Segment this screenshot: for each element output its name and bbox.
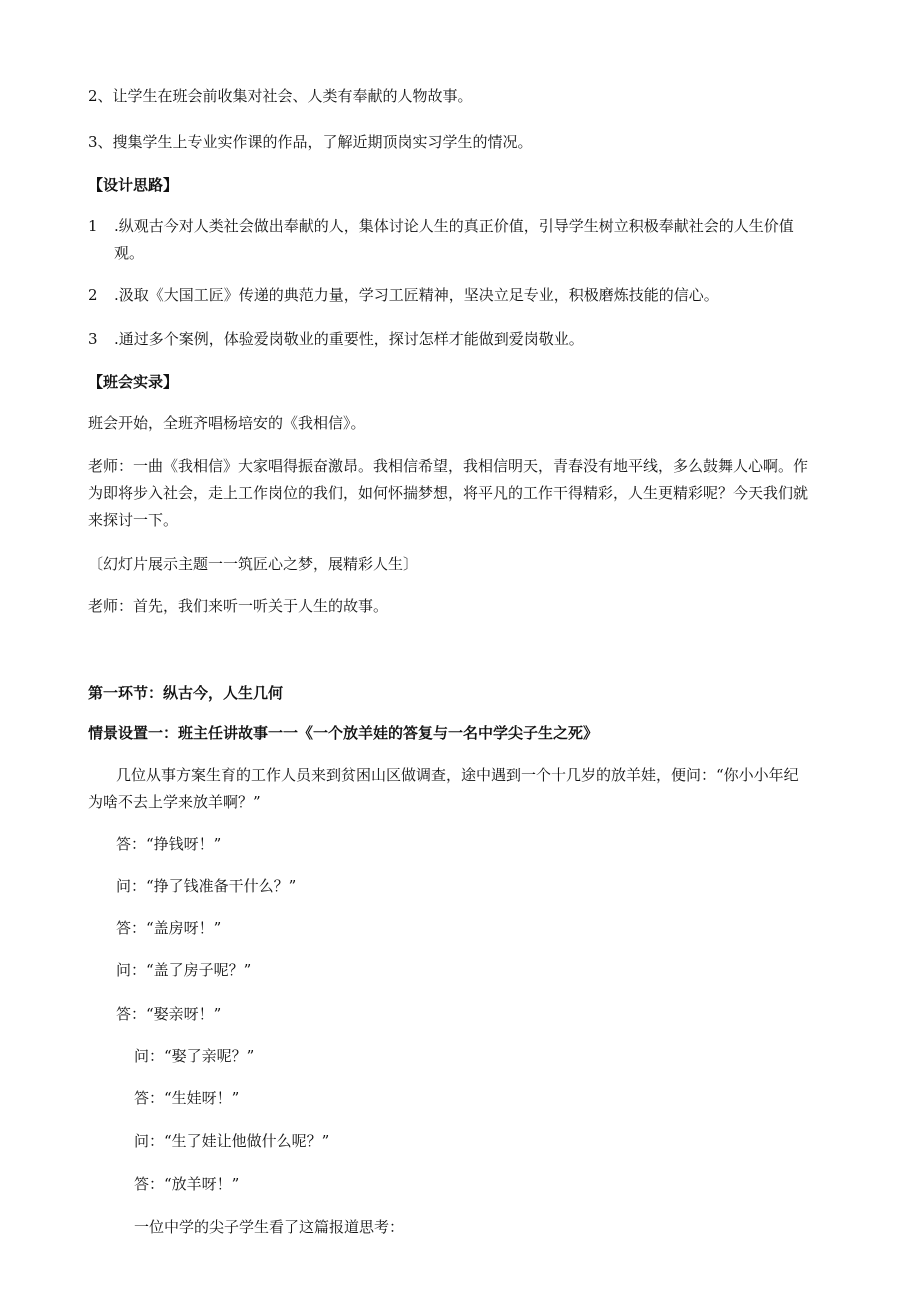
dialogue-line-7: 答：“生娃呀！”	[134, 1089, 240, 1107]
record-opening: 班会开始，全班齐唱杨培安的《我相信》。	[88, 414, 366, 432]
teacher-line-3: 来探讨一下。	[88, 511, 179, 529]
story-line-2: 为啥不去上学来放羊啊？”	[88, 793, 261, 811]
prep-item-2: 2、让学生在班会前收集对社会、人类有奉献的人物故事。	[88, 87, 473, 105]
story-line-1: 几位从事方案生育的工作人员来到贫困山区做调查，途中遇到一个十几岁的放羊娃，便问：“你小小年纪	[116, 766, 799, 784]
prep-item-3: 3、搜集学生上专业实作课的作品，了解近期顶岗实习学生的情况。	[88, 133, 533, 151]
dialogue-line-5: 答：“娶亲呀！”	[116, 1005, 222, 1023]
record-heading: 【班会实录】	[88, 373, 179, 391]
dialogue-line-3: 答：“盖房呀！”	[116, 919, 222, 937]
dialogue-line-4: 问：“盖了房子呢？”	[116, 961, 252, 979]
teacher-line-1: 老师：一曲《我相信》大家唱得振奋激昂。我相信希望，我相信明天，青春没有地平线，多么鼓舞人心啊。作	[88, 457, 809, 475]
teacher-line-4: 老师：首先，我们来听一听关于人生的故事。	[88, 597, 389, 615]
design-item-1-text: .纵观古今对人类社会做出奉献的人，集体讨论人生的真正价值，引导学生树立积极奉献社会的人生价值	[114, 217, 794, 235]
design-item-1	[88, 216, 794, 236]
dialogue-line-1: 答：“挣钱呀！”	[116, 835, 222, 853]
dialogue-line-2: 问：“挣了钱准备干什么？”	[116, 877, 297, 895]
dialogue-line-6: 问：“娶了亲呢？”	[134, 1047, 255, 1065]
design-item-3-number: 3	[88, 330, 98, 348]
slide-note: 〔幻灯片展示主题一一筑匠心之梦，展精彩人生〕	[88, 555, 419, 573]
design-item-2-text: .汲取《大国工匠》传递的典范力量，学习工匠精神，坚决立足专业，积极磨炼技能的信心。	[114, 286, 719, 304]
scene-title: 情景设置一：班主任讲故事一一《一个放羊娃的答复与一名中学尖子生之死》	[88, 724, 599, 742]
design-item-3	[88, 329, 584, 349]
section-title: 第一环节：纵古今，人生几何	[88, 684, 284, 702]
design-item-3-text: .通过多个案例，体验爱岗敬业的重要性，探讨怎样才能做到爱岗敬业。	[114, 330, 584, 348]
design-item-2-number: 2	[88, 286, 98, 304]
design-item-2	[88, 285, 719, 305]
design-item-1-continuation: 观。	[114, 244, 145, 262]
dialogue-line-9: 答：“放羊呀！”	[134, 1175, 240, 1193]
teacher-line-2: 为即将步入社会，走上工作岗位的我们，如何怀揣梦想，将平凡的工作干得精彩，人生更精彩呢？今天我们就	[88, 484, 809, 502]
design-item-1-number: 1	[88, 217, 98, 235]
closing-line: 一位中学的尖子学生看了这篇报道思考：	[134, 1218, 405, 1236]
design-heading: 【设计思路】	[88, 176, 179, 194]
dialogue-line-8: 问：“生了娃让他做什么呢？”	[134, 1132, 330, 1150]
